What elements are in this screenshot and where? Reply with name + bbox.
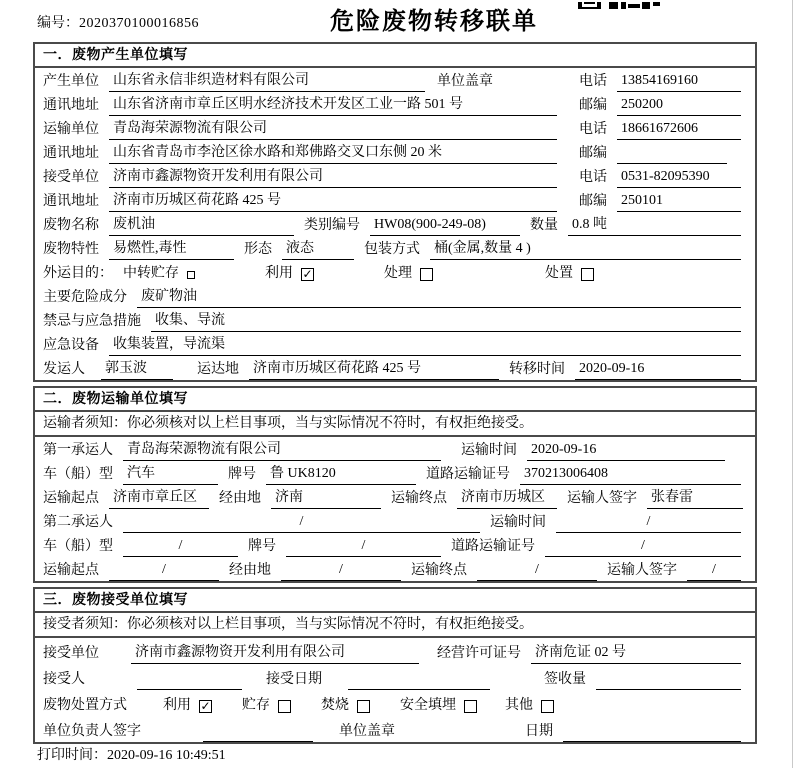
field-value: 青岛海荣源物流有限公司: [109, 119, 557, 140]
field-label: 经由地: [229, 563, 271, 578]
field-value: 液态: [282, 239, 354, 260]
checkbox-field: [400, 695, 477, 716]
field-label: 产生单位: [43, 74, 99, 89]
field-value: 废机油: [109, 215, 294, 236]
field-label: 运输单位: [43, 122, 99, 137]
field-value: 250200: [617, 95, 741, 116]
field-label: 单位负责人签字: [43, 724, 141, 739]
field-value: 桶(金属,数量 4 ): [430, 239, 741, 260]
field-label: 牌号: [248, 539, 276, 554]
spacer: [429, 663, 437, 664]
field-label: 牌号: [228, 467, 256, 482]
field-label: 通讯地址: [43, 146, 99, 161]
waste-receiver-section: [33, 587, 757, 744]
checkbox-label: 处置: [545, 266, 573, 281]
field-label: 废物特性: [43, 242, 99, 257]
field-label: 外运目的：: [43, 266, 113, 281]
row-left: [43, 167, 563, 188]
field-label: 接受单位: [43, 170, 99, 185]
field-label: 转移时间: [509, 362, 565, 377]
spacer: [183, 379, 197, 380]
spacer: [291, 715, 321, 716]
section-note: 接受者须知：你必须核对以上栏目事项，当与实际情况不符时，有权拒绝接受。: [35, 613, 755, 638]
field-value: 济南市历城区荷花路 425 号: [249, 359, 499, 380]
spacer: [95, 689, 137, 690]
field-label: 第一承运人: [43, 443, 113, 458]
form-row: [35, 116, 755, 140]
checkbox-unchecked-icon: [541, 700, 554, 713]
form-row: [35, 690, 755, 716]
field-value: 济南市鑫源物资开发利用有限公司: [131, 643, 419, 664]
row-right: [563, 191, 747, 212]
form-row: [35, 188, 755, 212]
field-value: [563, 721, 741, 742]
form-row: [35, 260, 755, 284]
spacer: [195, 283, 265, 284]
checkbox-unchecked-icon: [278, 700, 291, 713]
form-row: [35, 437, 755, 461]
field-label: 运输时间: [461, 443, 517, 458]
field-label: 通讯地址: [43, 194, 99, 209]
field-label: 邮编: [579, 194, 607, 209]
checkbox-label: 中转贮存: [123, 266, 179, 281]
section-header: 三．废物接受单位填写: [35, 589, 755, 613]
spacer: [433, 283, 545, 284]
form-row: [35, 164, 755, 188]
checkbox-unchecked-icon: [187, 271, 195, 279]
field-value: [596, 669, 741, 690]
field-label: 接受日期: [266, 672, 322, 687]
field-label: 运输终点: [411, 563, 467, 578]
form-row: [35, 332, 755, 356]
field-value: 青岛海荣源物流有限公司: [123, 440, 441, 461]
form-row: [35, 533, 755, 557]
field-label: 道路运输证号: [426, 467, 510, 482]
field-label: 应急设备: [43, 338, 99, 353]
checkbox-field: [163, 695, 212, 716]
field-label: 包装方式: [364, 242, 420, 257]
form-row: [35, 557, 755, 581]
form-row: [35, 308, 755, 332]
print-time-label: 打印时间：: [37, 748, 107, 763]
field-value: /: [123, 512, 480, 533]
field-label: 道路运输证号: [451, 539, 535, 554]
checkbox-unchecked-icon: [357, 700, 370, 713]
field-label: 经由地: [219, 491, 261, 506]
checkbox-label: 安全填埋: [400, 698, 456, 713]
spacer: [323, 741, 339, 742]
row-left: [43, 95, 563, 116]
checkbox-label: 利用: [265, 266, 293, 281]
section-header: 二．废物运输单位填写: [35, 388, 755, 412]
doc-number-label: 编号：: [37, 16, 79, 31]
field-label: 电话: [579, 170, 607, 185]
checkbox-field: [321, 695, 370, 716]
form-row: [35, 461, 755, 485]
form-row: [35, 68, 755, 92]
field-value: /: [281, 560, 401, 581]
page-title: 危险废物转移联单: [330, 7, 538, 35]
field-value: 250101: [617, 191, 741, 212]
field-value: 0531-82095390: [617, 167, 741, 188]
field-value: /: [687, 560, 741, 581]
field-label: 类别编号: [304, 218, 360, 233]
field-value: /: [477, 560, 597, 581]
checkbox-field: [505, 695, 554, 716]
spacer: [252, 689, 266, 690]
doc-number: [37, 12, 199, 32]
print-time: [37, 748, 796, 763]
field-value: 济南市历城区荷花路 425 号: [109, 191, 557, 212]
row-left: [43, 191, 563, 212]
row-left: [43, 119, 563, 140]
field-value: 0.8 吨: [568, 215, 741, 236]
field-label: 邮编: [579, 98, 607, 113]
field-value: 2020-09-16: [527, 440, 725, 461]
field-value: 济南市历城区: [457, 488, 557, 509]
field-value: 收集装置，导流渠: [109, 335, 741, 356]
row-right: [563, 95, 747, 116]
field-label: 第二承运人: [43, 515, 113, 530]
field-value: 鲁 UK8120: [266, 464, 416, 485]
field-label: 运输起点: [43, 491, 99, 506]
spacer: [503, 91, 563, 92]
form-row: [35, 664, 755, 690]
field-label: 接受单位: [43, 646, 99, 661]
field-text: 单位盖章: [339, 724, 395, 739]
form-row: [35, 509, 755, 533]
field-value: 郭玉波: [101, 359, 173, 380]
form-sections: [33, 42, 757, 744]
field-value: /: [556, 512, 741, 533]
spacer: [212, 715, 242, 716]
row-right: [563, 119, 747, 140]
form-row: [35, 92, 755, 116]
field-label: 废物处置方式: [43, 698, 127, 713]
waste-transporter-section: [33, 386, 757, 583]
checkbox-field: [265, 263, 314, 284]
form-row: [35, 212, 755, 236]
field-value: HW08(900-249-08): [370, 215, 520, 236]
field-label: 主要危险成分: [43, 290, 127, 305]
field-value: 山东省青岛市李沧区徐水路和郑佛路交叉口东侧 20 米: [109, 143, 557, 164]
field-value: 济南: [271, 488, 381, 509]
field-value: [203, 721, 313, 742]
print-time-value: 2020-09-16 10:49:51: [107, 748, 226, 763]
spacer: [451, 460, 461, 461]
field-label: 运输起点: [43, 563, 99, 578]
field-label: 废物名称: [43, 218, 99, 233]
field-label: 车（船）型: [43, 467, 113, 482]
checkbox-checked-icon: ✓: [200, 699, 211, 713]
section-note: 运输者须知：你必须核对以上栏目事项，当与实际情况不符时，有权拒绝接受。: [35, 412, 755, 437]
checkbox-field: [384, 263, 433, 284]
field-value: /: [286, 536, 441, 557]
checkbox-label: 其他: [505, 698, 533, 713]
field-label: 形态: [244, 242, 272, 257]
field-label: 发运人: [43, 362, 85, 377]
field-label: 签收量: [544, 672, 586, 687]
field-value: 收集、导流: [151, 311, 741, 332]
spacer: [405, 741, 525, 742]
field-value: [617, 143, 727, 164]
form-row: [35, 485, 755, 509]
qr-code-fragment-icon: [578, 0, 664, 9]
field-value: 济南市章丘区: [109, 488, 209, 509]
field-value: 山东省永信非织造材料有限公司: [109, 71, 425, 92]
form-row: [35, 140, 755, 164]
field-label: 运输人签字: [567, 491, 637, 506]
form-row: [35, 284, 755, 308]
field-value: 2020-09-16: [575, 359, 741, 380]
row-right: [563, 71, 747, 92]
spacer: [477, 715, 505, 716]
field-label: 邮编: [579, 146, 607, 161]
spacer: [109, 663, 131, 664]
field-label: 运输人签字: [607, 563, 677, 578]
field-label: 通讯地址: [43, 98, 99, 113]
checkbox-label: 利用: [163, 698, 191, 713]
field-value: [348, 669, 490, 690]
form-row: [35, 356, 755, 380]
spacer: [151, 741, 203, 742]
field-label: 禁忌与应急措施: [43, 314, 141, 329]
checkbox-label: 处理: [384, 266, 412, 281]
field-value: 易燃性,毒性: [109, 239, 234, 260]
field-value: /: [123, 536, 238, 557]
field-label: 车（船）型: [43, 539, 113, 554]
field-label: 接受人: [43, 672, 85, 687]
checkbox-field: [545, 263, 594, 284]
checkbox-unchecked-icon: [420, 268, 433, 281]
field-label: 运输终点: [391, 491, 447, 506]
checkbox-checked-icon: ✓: [302, 267, 313, 281]
field-label: 运输时间: [490, 515, 546, 530]
field-value: 370213006408: [520, 464, 741, 485]
spacer: [137, 715, 163, 716]
field-value: 山东省济南市章丘区明水经济技术开发区工业一路 501 号: [109, 95, 557, 116]
checkbox-label: 焚烧: [321, 698, 349, 713]
field-value: 18661672606: [617, 119, 741, 140]
field-label: 日期: [525, 724, 553, 739]
spacer: [332, 689, 348, 690]
field-value: 张春雷: [647, 488, 743, 509]
checkbox-unchecked-icon: [464, 700, 477, 713]
field-label: 电话: [579, 74, 607, 89]
section-header: 一．废物产生单位填写: [35, 44, 755, 68]
field-value: /: [109, 560, 219, 581]
row-left: [43, 71, 563, 92]
form-row: [35, 716, 755, 742]
spacer: [500, 689, 544, 690]
field-value: /: [545, 536, 741, 557]
field-value: [137, 669, 242, 690]
document-header: [0, 0, 796, 42]
field-value: 废矿物油: [137, 287, 741, 308]
row-left: [43, 143, 563, 164]
field-value: 济南市鑫源物资开发利用有限公司: [109, 167, 557, 188]
checkbox-field: [123, 263, 195, 284]
field-label: 经营许可证号: [437, 646, 521, 661]
checkbox-field: [242, 695, 291, 716]
field-label: 运达地: [197, 362, 239, 377]
form-row: [35, 236, 755, 260]
spacer: [370, 715, 400, 716]
doc-number-value: 2020370100016856: [79, 16, 199, 31]
field-text: 单位盖章: [437, 74, 493, 89]
spacer: [314, 283, 384, 284]
field-value: 13854169160: [617, 71, 741, 92]
waste-producer-section: [33, 42, 757, 382]
field-label: 数量: [530, 218, 558, 233]
checkbox-unchecked-icon: [581, 268, 594, 281]
field-value: 汽车: [123, 464, 218, 485]
field-value: 济南危证 02 号: [531, 643, 741, 664]
field-label: 电话: [579, 122, 607, 137]
row-right: [563, 143, 747, 164]
form-row: [35, 638, 755, 664]
checkbox-label: 贮存: [242, 698, 270, 713]
page-right-edge: [792, 0, 793, 768]
row-right: [563, 167, 747, 188]
